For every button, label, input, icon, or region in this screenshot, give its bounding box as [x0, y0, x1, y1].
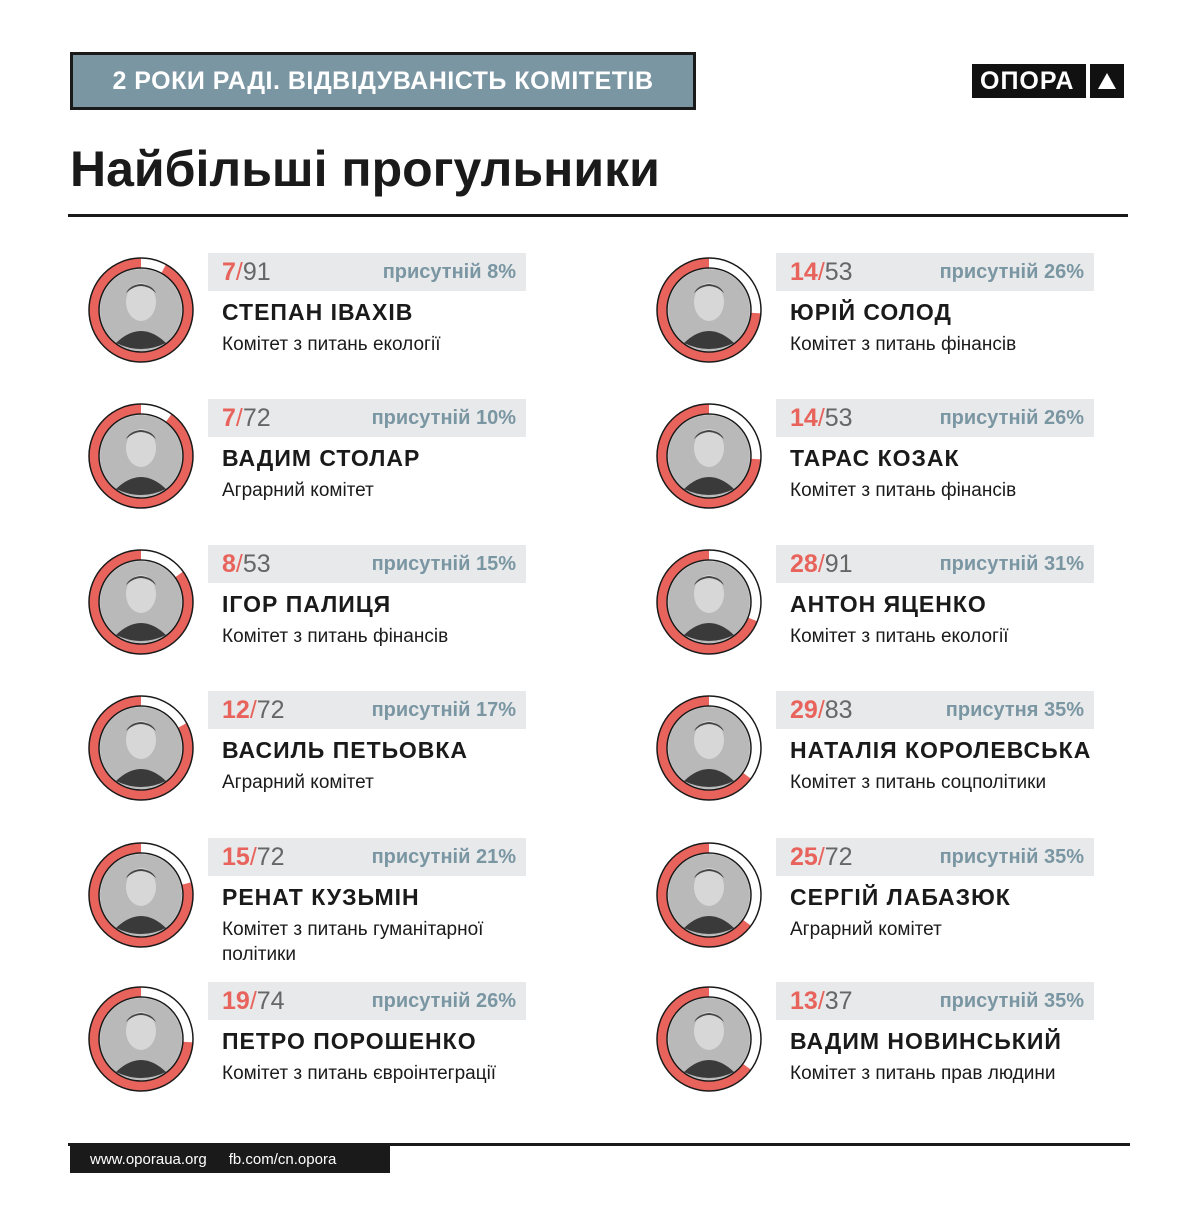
- deputy-name: СТЕПАН ІВАХІВ: [222, 299, 414, 325]
- deputy-name: ВАДИМ СТОЛАР: [222, 445, 421, 471]
- count-separator: /: [817, 258, 825, 286]
- portrait-avatar: [668, 854, 750, 936]
- deputy-card: [654, 545, 1124, 665]
- count-separator: /: [235, 258, 243, 286]
- total-count: 72: [256, 843, 285, 871]
- attendance-percent: присутній 8%: [382, 261, 516, 283]
- attendance-percent: присутня 35%: [945, 699, 1084, 721]
- attendance-ring: [86, 401, 196, 511]
- attendance-count: [222, 399, 271, 437]
- total-count: 72: [256, 696, 285, 724]
- present-count: 7: [222, 258, 236, 286]
- portrait-avatar: [100, 707, 182, 789]
- count-separator: /: [249, 987, 257, 1015]
- committee-name: Аграрний комітет: [222, 772, 374, 793]
- deputy-name: НАТАЛІЯ КОРОЛЕВСЬКА: [790, 737, 1092, 763]
- deputy-card: [86, 691, 556, 811]
- total-count: 72: [824, 843, 853, 871]
- portrait-avatar: [100, 998, 182, 1080]
- title-divider: [68, 214, 1128, 217]
- deputy-card: [86, 545, 556, 665]
- footer-site-link[interactable]: www.oporaua.org: [90, 1150, 207, 1168]
- total-count: 83: [824, 696, 853, 724]
- portrait-avatar: [100, 415, 182, 497]
- attendance-ring: [86, 255, 196, 365]
- committee-name: Комітет з питань фінансів: [222, 626, 449, 647]
- deputy-card: [86, 253, 556, 373]
- committee-name: Комітет з питань екології: [222, 334, 441, 355]
- present-count: 28: [790, 550, 818, 578]
- deputy-card: [654, 982, 1124, 1102]
- deputy-name: ІГОР ПАЛИЦЯ: [222, 591, 392, 617]
- count-separator: /: [817, 550, 825, 578]
- attendance-percent: присутній 35%: [939, 846, 1084, 868]
- present-count: 12: [222, 696, 250, 724]
- portrait-avatar: [668, 707, 750, 789]
- total-count: 37: [824, 987, 853, 1015]
- attendance-count: [222, 545, 271, 583]
- committee-name: Комітет з питань фінансів: [790, 334, 1017, 355]
- total-count: 53: [824, 404, 853, 432]
- portrait-avatar: [668, 561, 750, 643]
- attendance-count: [790, 838, 853, 876]
- attendance-count: [790, 691, 853, 729]
- committee-name: Комітет з питань прав людини: [790, 1063, 1056, 1084]
- deputy-name: РЕНАТ КУЗЬМІН: [222, 884, 420, 910]
- deputy-name: ТАРАС КОЗАК: [790, 445, 960, 471]
- attendance-ring: [86, 840, 196, 950]
- attendance-ring: [86, 693, 196, 803]
- attendance-ring: [654, 255, 764, 365]
- attendance-count: [790, 545, 853, 583]
- deputy-card: [654, 691, 1124, 811]
- committee-name: Аграрний комітет: [222, 480, 374, 501]
- footer-fb-link[interactable]: fb.com/cn.opora: [228, 1150, 337, 1168]
- portrait-avatar: [668, 415, 750, 497]
- deputy-name: ВАСИЛЬ ПЕТЬОВКА: [222, 737, 468, 763]
- portrait-avatar: [668, 998, 750, 1080]
- logo-text: ОПОРА: [972, 64, 1086, 98]
- header-banner: 2 РОКИ РАДІ. ВІДВІДУВАНІСТЬ КОМІТЕТІВ: [70, 52, 696, 110]
- committee-name: Комітет з питань фінансів: [790, 480, 1017, 501]
- count-separator: /: [249, 696, 257, 724]
- attendance-ring: [86, 984, 196, 1094]
- total-count: 91: [824, 550, 853, 578]
- deputy-card: [654, 399, 1124, 519]
- attendance-count: [790, 253, 853, 291]
- deputy-name: ПЕТРО ПОРОШЕНКО: [222, 1028, 477, 1054]
- footer-bar: [70, 1145, 390, 1173]
- deputy-name: АНТОН ЯЦЕНКО: [790, 591, 987, 617]
- attendance-percent: присутній 10%: [371, 407, 516, 429]
- present-count: 14: [790, 404, 818, 432]
- attendance-percent: присутній 26%: [371, 990, 516, 1012]
- page-title: Найбільші прогульники: [70, 141, 660, 197]
- present-count: 29: [790, 696, 818, 724]
- total-count: 91: [242, 258, 271, 286]
- deputy-name: ЮРІЙ СОЛОД: [790, 299, 952, 325]
- committee-name: Комітет з питань екології: [790, 626, 1009, 647]
- deputy-card: [654, 253, 1124, 373]
- attendance-percent: присутній 31%: [939, 553, 1084, 575]
- present-count: 8: [222, 550, 236, 578]
- deputy-card: [86, 838, 556, 965]
- portrait-avatar: [100, 269, 182, 351]
- total-count: 53: [824, 258, 853, 286]
- attendance-percent: присутній 15%: [371, 553, 516, 575]
- committee-name: Комітет з питань євроінтеграції: [222, 1063, 497, 1084]
- total-count: 53: [242, 550, 271, 578]
- present-count: 13: [790, 987, 818, 1015]
- count-separator: /: [249, 843, 257, 871]
- attendance-count: [222, 253, 271, 291]
- attendance-percent: присутній 17%: [371, 699, 516, 721]
- deputy-card: [654, 838, 1124, 958]
- attendance-count: [222, 982, 285, 1020]
- deputy-name: ВАДИМ НОВИНСЬКИЙ: [790, 1028, 1062, 1054]
- attendance-ring: [654, 984, 764, 1094]
- count-separator: /: [817, 404, 825, 432]
- count-separator: /: [817, 987, 825, 1015]
- attendance-percent: присутній 26%: [939, 407, 1084, 429]
- attendance-ring: [654, 547, 764, 657]
- present-count: 7: [222, 404, 236, 432]
- triangle-icon: [1090, 64, 1124, 98]
- count-separator: /: [817, 843, 825, 871]
- attendance-count: [222, 838, 285, 876]
- attendance-count: [790, 399, 853, 437]
- deputy-name: СЕРГІЙ ЛАБАЗЮК: [790, 884, 1011, 910]
- committee-name: Комітет з питань гуманітарної політики: [222, 919, 484, 965]
- present-count: 15: [222, 843, 250, 871]
- attendance-percent: присутній 26%: [939, 261, 1084, 283]
- portrait-avatar: [100, 561, 182, 643]
- attendance-ring: [654, 840, 764, 950]
- attendance-percent: присутній 21%: [371, 846, 516, 868]
- attendance-ring: [654, 401, 764, 511]
- portrait-avatar: [100, 854, 182, 936]
- committee-name: Аграрний комітет: [790, 919, 942, 940]
- present-count: 19: [222, 987, 250, 1015]
- attendance-count: [790, 982, 853, 1020]
- attendance-count: [222, 691, 285, 729]
- attendance-ring: [86, 547, 196, 657]
- attendance-ring: [654, 693, 764, 803]
- deputy-card: [86, 399, 556, 519]
- total-count: 74: [256, 987, 285, 1015]
- present-count: 14: [790, 258, 818, 286]
- present-count: 25: [790, 843, 818, 871]
- attendance-percent: присутній 35%: [939, 990, 1084, 1012]
- committee-name: Комітет з питань соцполітики: [790, 772, 1047, 793]
- deputy-card: [86, 982, 556, 1102]
- total-count: 72: [242, 404, 271, 432]
- count-separator: /: [235, 550, 243, 578]
- portrait-avatar: [668, 269, 750, 351]
- count-separator: /: [817, 696, 825, 724]
- count-separator: /: [235, 404, 243, 432]
- opora-logo: [972, 64, 1124, 98]
